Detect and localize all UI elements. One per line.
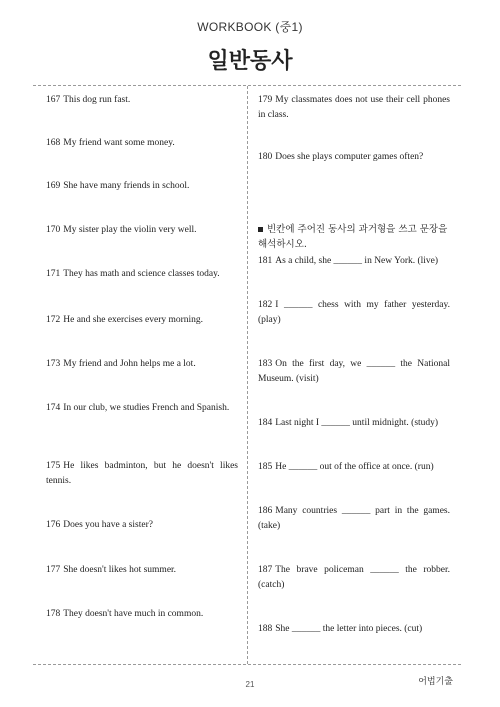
- page-title: 일반동사: [207, 49, 293, 74]
- question-186: 186 Many countries ______ part in the games. (take): [258, 506, 450, 531]
- question-180: 180 Does she plays computer games often?: [258, 152, 424, 162]
- bottom-divider: [33, 664, 461, 665]
- question-187: 187 The brave policeman ______ the robber. (catch): [258, 565, 450, 590]
- column-divider: [247, 86, 248, 664]
- question-178: 178 They doesn't have much in common.: [46, 609, 204, 619]
- question-181: 181 As a child, she ______ in New York. (live): [258, 256, 439, 266]
- question-171: 171 They has math and science classes today.: [46, 269, 220, 279]
- instruction: 빈칸에 주어진 동사의 과거형을 쓰고 문장을 해석하시오.: [258, 224, 448, 250]
- question-184: 184 Last night I ______ until midnight. (study): [258, 418, 439, 428]
- question-179: 179 My classmates does not use their cell phones in class.: [258, 95, 450, 120]
- question-182: 182 I ______ chess with my father yesterday. (play): [258, 300, 450, 325]
- question-183: 183 On the first day, we ______ the National Museum. (visit): [258, 359, 450, 384]
- question-170: 170 My sister play the violin very well.: [46, 225, 197, 235]
- page-number: 21: [245, 680, 255, 689]
- question-173: 173 My friend and John helps me a lot.: [46, 359, 196, 369]
- question-174: 174 In our club, we studies French and Spanish.: [46, 403, 230, 413]
- workbook-subtitle: WORKBOOK (중1): [197, 20, 303, 34]
- question-169: 169 She have many friends in school.: [46, 181, 190, 191]
- question-188: 188 She ______ the letter into pieces. (cut): [258, 624, 423, 634]
- question-167: 167 This dog run fast.: [46, 95, 131, 105]
- question-185: 185 He ______ out of the office at once. (run): [258, 462, 434, 472]
- question-175: 175 He likes badminton, but he doesn't likes tennis.: [46, 461, 238, 486]
- question-177: 177 She doesn't likes hot summer.: [46, 565, 177, 575]
- footer-label: 어법기출: [418, 677, 453, 687]
- question-168: 168 My friend want some money.: [46, 138, 175, 148]
- question-172: 172 He and she exercises every morning.: [46, 315, 204, 325]
- question-176: 176 Does you have a sister?: [46, 520, 153, 530]
- square-bullet-icon: [258, 227, 263, 232]
